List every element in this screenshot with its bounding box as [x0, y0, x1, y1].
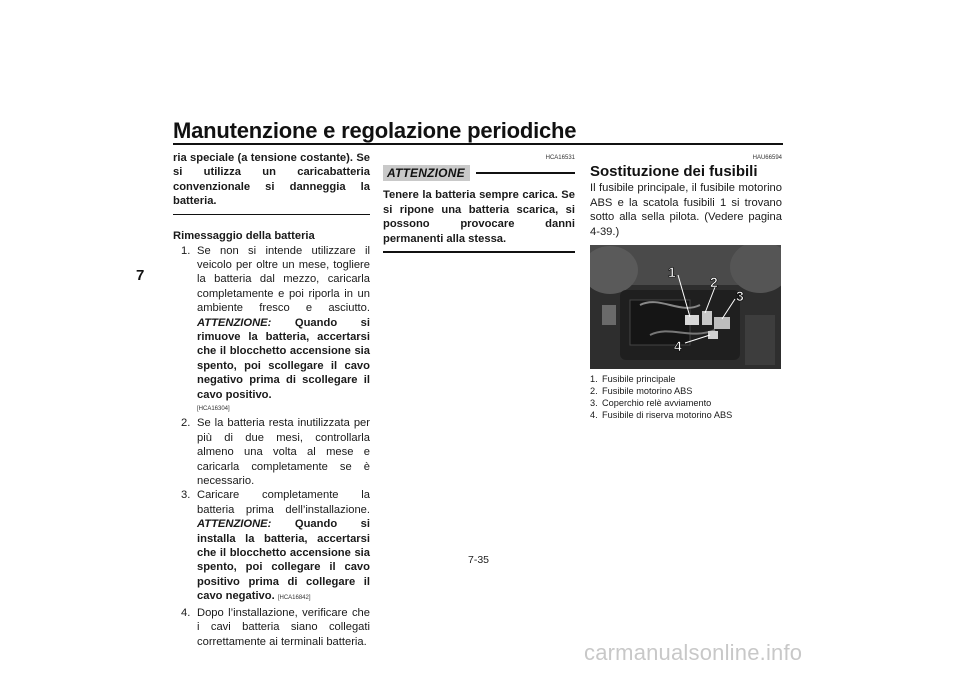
list-item — [173, 416, 370, 488]
callout-2: 2 — [710, 274, 718, 291]
attention-text: Quando si installa la batteria, accertarsi che il blocchetto accensione sia spento, poi collegare il cavo positivo prima di collegare il cavo negativo. — [197, 518, 370, 603]
column-right — [590, 151, 782, 421]
section-body: Il fusibile principale, il fusibile motorino ABS e la scatola fusibili 1 si trovano sotto alla sella pilota. (Vedere pagina 4-39.) — [590, 182, 782, 238]
reference-code: [HCA16304] — [197, 406, 230, 412]
attention-label: ATTENZIONE: — [197, 518, 272, 531]
list-item-text: Se non si intende utilizzare il veicolo per oltre un mese, togliere la batteria dal mezzo, caricarla completamente e poi riporla in un ambiente fresco e asciutto. — [197, 244, 370, 315]
page-header-title: Manutenzione e regolazione periodiche — [173, 118, 577, 143]
caption-number: 1. — [590, 374, 598, 385]
fuse-photo-illustration — [590, 245, 781, 369]
list-item — [173, 244, 370, 417]
attention-label: ATTENZIONE: — [197, 316, 272, 329]
list-item-number: 2. — [181, 417, 191, 430]
caption-number: 3. — [590, 398, 598, 409]
callout-4: 4 — [674, 338, 682, 355]
list-item-text: Caricare completamente la batteria prima dell’installazione. — [197, 489, 370, 516]
caption-text: Fusibile principale — [602, 374, 676, 385]
caption-text: Fusibile di riserva motorino ABS — [602, 410, 733, 421]
list-item-text: Se la batteria resta inutilizzata per più di due mesi, controllarla almeno una volta al mese e caricarla completamente se è necessario. — [197, 417, 370, 488]
callout-1: 1 — [668, 264, 676, 281]
list-item-number: 1. — [181, 244, 191, 257]
reference-code: [HCA16842] — [277, 595, 311, 602]
chapter-tab: 7 — [136, 267, 145, 284]
header-rule — [173, 143, 783, 145]
attention-text: Quando si rimuove la batteria, accertarsi che il blocchetto accensione sia spento, poi scollegare il cavo negativo prima di scollegare il cavo positivo. — [197, 316, 370, 401]
attention-end-rule — [383, 251, 575, 253]
caption-item — [590, 397, 782, 409]
caption-item — [590, 385, 782, 397]
caption-item — [590, 373, 782, 385]
list-item-text: Dopo l’installazione, verificare che i cavi batteria siano collegati correttamente ai terminali batteria. — [197, 606, 370, 648]
section-title: Sostituzione dei fusibili — [590, 163, 758, 180]
column-middle — [383, 151, 575, 253]
attention-body: Tenere la batteria sempre carica. Se si ripone una batteria scarica, si possono provocare danni permanenti alla stessa. — [383, 189, 575, 245]
caption-number: 2. — [590, 386, 598, 397]
list-item-number: 4. — [181, 606, 191, 619]
callout-3: 3 — [736, 288, 744, 305]
attention-rule — [476, 172, 575, 174]
caption-number: 4. — [590, 410, 598, 421]
list-item — [173, 488, 370, 605]
page-number: 7-35 — [468, 554, 490, 566]
storage-steps-list — [173, 244, 370, 649]
fuse-location-photo — [590, 245, 781, 369]
watermark: carmanualsonline.info — [584, 640, 803, 665]
reference-code: HCA16531 — [545, 155, 575, 161]
intro-warning-text: ria speciale (a tensione costante). Se si utilizza un caricabatteria convenzionale si danneggia la batteria. — [173, 152, 370, 208]
list-item — [173, 606, 370, 649]
caption-text: Fusibile motorino ABS — [602, 386, 693, 397]
column-left — [173, 151, 370, 649]
caption-text: Coperchio relè avviamento — [602, 398, 712, 409]
list-item-number: 3. — [181, 489, 191, 502]
photo-caption-list — [590, 373, 782, 421]
reference-code: HAU66594 — [752, 155, 782, 161]
caption-item — [590, 409, 782, 421]
attention-header — [383, 165, 575, 181]
section-heading: Rimessaggio della batteria — [173, 230, 315, 243]
attention-badge: ATTENZIONE — [383, 165, 470, 181]
